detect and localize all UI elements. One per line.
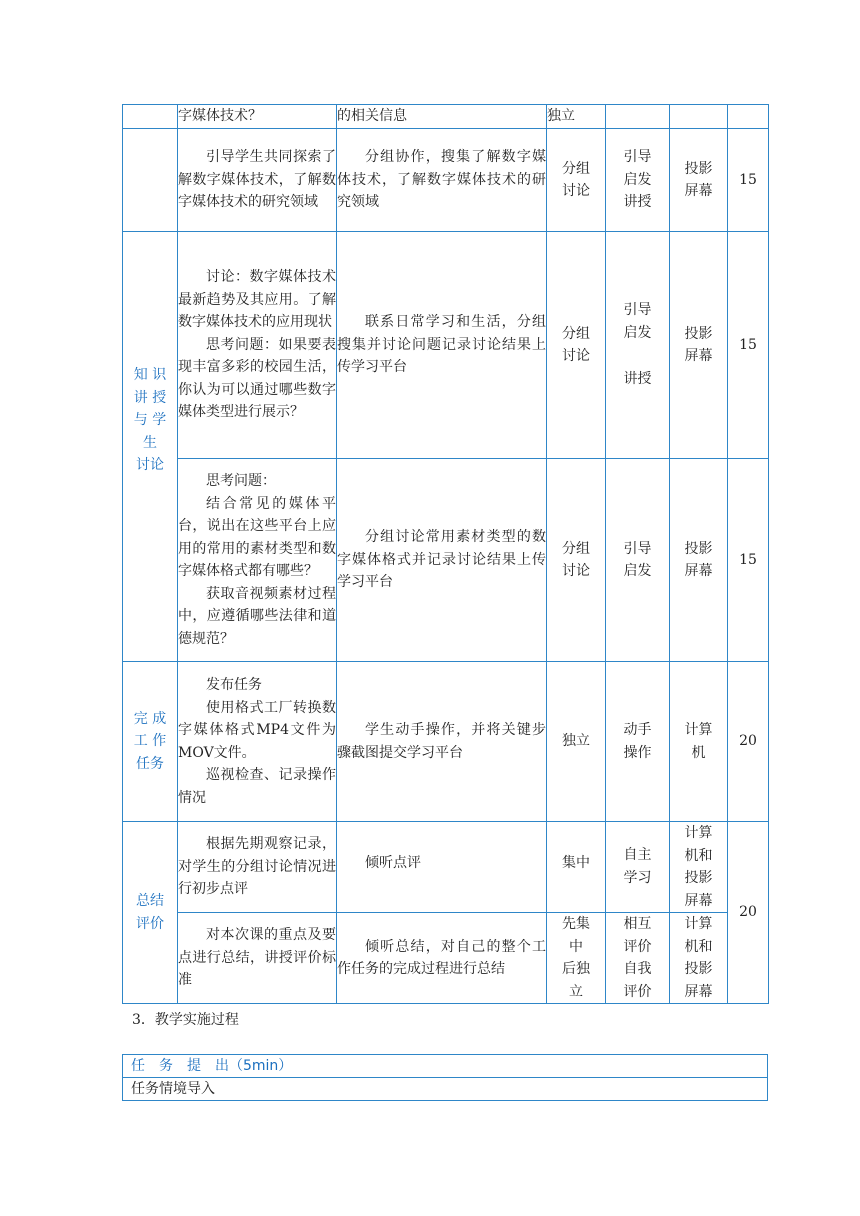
method-cell bbox=[547, 459, 606, 662]
task-title: 任 务 提 出（5min） bbox=[123, 1055, 768, 1078]
media-text: 机和 bbox=[684, 847, 713, 864]
teach-text: 启发 bbox=[623, 563, 652, 579]
student-activity-cell: 倾听点评 bbox=[337, 822, 547, 913]
phase-label-summary bbox=[123, 822, 178, 1004]
method-cell: 独立 bbox=[547, 662, 606, 822]
media-text: 屏幕 bbox=[684, 183, 713, 199]
phase-text: 任务 bbox=[136, 755, 164, 772]
teach-text: 学习 bbox=[623, 869, 652, 886]
media-cell bbox=[670, 105, 728, 129]
content-paragraph: 思考问题： bbox=[206, 473, 276, 489]
method-cell: 独立 bbox=[547, 105, 606, 129]
teach-cell bbox=[606, 913, 670, 1004]
table-row bbox=[123, 232, 769, 459]
teach-text: 启发 bbox=[623, 324, 652, 341]
phase-text: 完 成 bbox=[133, 710, 167, 727]
phase-cell-empty bbox=[123, 105, 178, 129]
section-heading: 3．教学实施过程 bbox=[132, 1012, 239, 1028]
teach-text: 启发 bbox=[623, 171, 652, 188]
method-text: 讨论 bbox=[562, 183, 590, 199]
method-text: 立 bbox=[569, 983, 583, 1000]
method-text: 后独 bbox=[562, 961, 590, 977]
teach-cell bbox=[606, 822, 670, 913]
content-cell: 引导学生共同探索了解数字媒体技术，了解数字媒体技术的研究领域 bbox=[178, 129, 337, 232]
student-activity-cell: 的相关信息 bbox=[337, 105, 547, 129]
content-cell: 根据先期观察记录，对学生的分组讨论情况进行初步点评 bbox=[178, 822, 337, 913]
teach-text: 引导 bbox=[623, 302, 652, 319]
media-cell bbox=[670, 913, 728, 1004]
table-row bbox=[123, 913, 769, 1004]
table-row bbox=[123, 822, 769, 913]
teach-text: 讲授 bbox=[623, 371, 652, 388]
content-paragraph: 思考问题：如果要表现丰富多彩的校园生活，你认为可以通过哪些数字媒体类型进行展示？ bbox=[178, 336, 336, 421]
media-text: 屏幕 bbox=[684, 892, 713, 909]
lesson-plan-table bbox=[122, 104, 769, 1004]
student-activity-cell: 分组协作，搜集了解数字媒体技术，了解数字媒体技术的研究领域 bbox=[337, 129, 547, 232]
content-paragraph: 巡视检查、记录操作情况 bbox=[178, 767, 336, 806]
teach-text: 评价 bbox=[623, 938, 652, 955]
phase-text: 总结 bbox=[136, 893, 164, 909]
student-activity-cell: 联系日常学习和生活，分组搜集并讨论问题记录讨论结果上传学习平台 bbox=[337, 232, 547, 459]
method-text: 讨论 bbox=[562, 563, 590, 579]
content-paragraph: 结合常见的媒体平台，说出在这些平台上应用的常用的素材类型和数字媒体格式都有哪些？ bbox=[178, 495, 336, 579]
content-paragraph: 讨论：数字媒体技术最新趋势及其应用。了解数字媒体技术的应用现状 bbox=[178, 269, 336, 331]
teach-text: 引导 bbox=[623, 149, 652, 166]
phase-text: 生 bbox=[143, 434, 157, 451]
time-cell: 15 bbox=[728, 129, 769, 232]
content-cell bbox=[178, 459, 337, 662]
teach-cell bbox=[606, 459, 670, 662]
phase-cell-empty bbox=[123, 129, 178, 232]
media-cell bbox=[670, 662, 728, 822]
media-text: 屏幕 bbox=[684, 348, 713, 364]
teach-text: 操作 bbox=[623, 744, 652, 761]
student-activity-cell: 倾听总结，对自己的整个工作任务的完成过程进行总结 bbox=[337, 913, 547, 1004]
table-row bbox=[123, 1078, 768, 1101]
teach-cell bbox=[606, 105, 670, 129]
phase-label-task bbox=[123, 662, 178, 822]
phase-text: 工 作 bbox=[133, 733, 167, 750]
method-text: 分组 bbox=[562, 540, 590, 557]
content-cell: 对本次课的重点及要点进行总结，讲授评价标准 bbox=[178, 913, 337, 1004]
time-cell: 20 bbox=[728, 662, 769, 822]
task-table bbox=[122, 1054, 768, 1101]
media-text: 机 bbox=[691, 744, 706, 761]
method-text: 中 bbox=[569, 938, 583, 955]
teach-text: 动手 bbox=[623, 722, 652, 738]
media-text: 投影 bbox=[684, 540, 713, 557]
time-cell: 20 bbox=[728, 822, 769, 1004]
content-cell bbox=[178, 232, 337, 459]
method-cell bbox=[547, 129, 606, 232]
media-cell bbox=[670, 129, 728, 232]
phase-text: 讲 授 bbox=[133, 389, 167, 406]
method-text: 分组 bbox=[562, 160, 590, 177]
media-text: 计算 bbox=[684, 722, 713, 738]
media-text: 投影 bbox=[684, 160, 713, 177]
content-paragraph: 获取音视频素材过程中，应遵循哪些法律和道德规范？ bbox=[178, 585, 336, 647]
content-cell bbox=[178, 662, 337, 822]
time-cell bbox=[728, 105, 769, 129]
media-cell bbox=[670, 232, 728, 459]
media-text: 机和 bbox=[684, 938, 713, 955]
media-text: 计算 bbox=[684, 916, 713, 932]
student-activity-cell: 学生动手操作，并将关键步骤截图提交学习平台 bbox=[337, 662, 547, 822]
phase-label-knowledge bbox=[123, 232, 178, 662]
method-cell: 集中 bbox=[547, 822, 606, 913]
method-cell bbox=[547, 232, 606, 459]
task-subtitle: 任务情境导入 bbox=[123, 1078, 768, 1101]
table-row bbox=[123, 459, 769, 662]
table-row bbox=[123, 129, 769, 232]
teach-text: 自我 bbox=[623, 961, 652, 977]
media-text: 投影 bbox=[684, 325, 713, 342]
teach-text: 评价 bbox=[623, 983, 652, 1000]
student-activity-cell: 分组讨论常用素材类型的数字媒体格式并记录讨论结果上传学习平台 bbox=[337, 459, 547, 662]
table-row bbox=[123, 1055, 768, 1078]
media-cell bbox=[670, 459, 728, 662]
method-text: 分组 bbox=[562, 325, 590, 342]
media-text: 屏幕 bbox=[684, 983, 713, 1000]
teach-cell bbox=[606, 662, 670, 822]
method-text: 讨论 bbox=[562, 348, 590, 364]
phase-text: 与 学 bbox=[133, 412, 167, 428]
media-text: 计算 bbox=[684, 825, 713, 841]
phase-text: 知 识 bbox=[133, 367, 167, 383]
media-cell bbox=[670, 822, 728, 913]
teach-text: 相互 bbox=[623, 916, 652, 932]
media-text: 投影 bbox=[684, 961, 713, 977]
phase-text: 评价 bbox=[136, 915, 164, 932]
content-cell: 字媒体技术？ bbox=[178, 105, 337, 129]
media-text: 投影 bbox=[684, 870, 713, 886]
phase-text: 讨论 bbox=[136, 457, 164, 473]
teach-text: 讲授 bbox=[623, 194, 652, 211]
content-paragraph: 发布任务 bbox=[206, 677, 262, 693]
teach-text: 引导 bbox=[623, 540, 652, 557]
table-row bbox=[123, 105, 769, 129]
teach-cell bbox=[606, 232, 670, 459]
content-paragraph: 使用格式工厂转换数字媒体格式MP4文件为MOV文件。 bbox=[178, 699, 336, 761]
method-cell bbox=[547, 913, 606, 1004]
method-text: 先集 bbox=[562, 916, 590, 932]
table-row bbox=[123, 662, 769, 822]
teach-text: 自主 bbox=[623, 847, 652, 863]
teach-cell bbox=[606, 129, 670, 232]
media-text: 屏幕 bbox=[684, 563, 713, 579]
time-cell: 15 bbox=[728, 232, 769, 459]
time-cell: 15 bbox=[728, 459, 769, 662]
